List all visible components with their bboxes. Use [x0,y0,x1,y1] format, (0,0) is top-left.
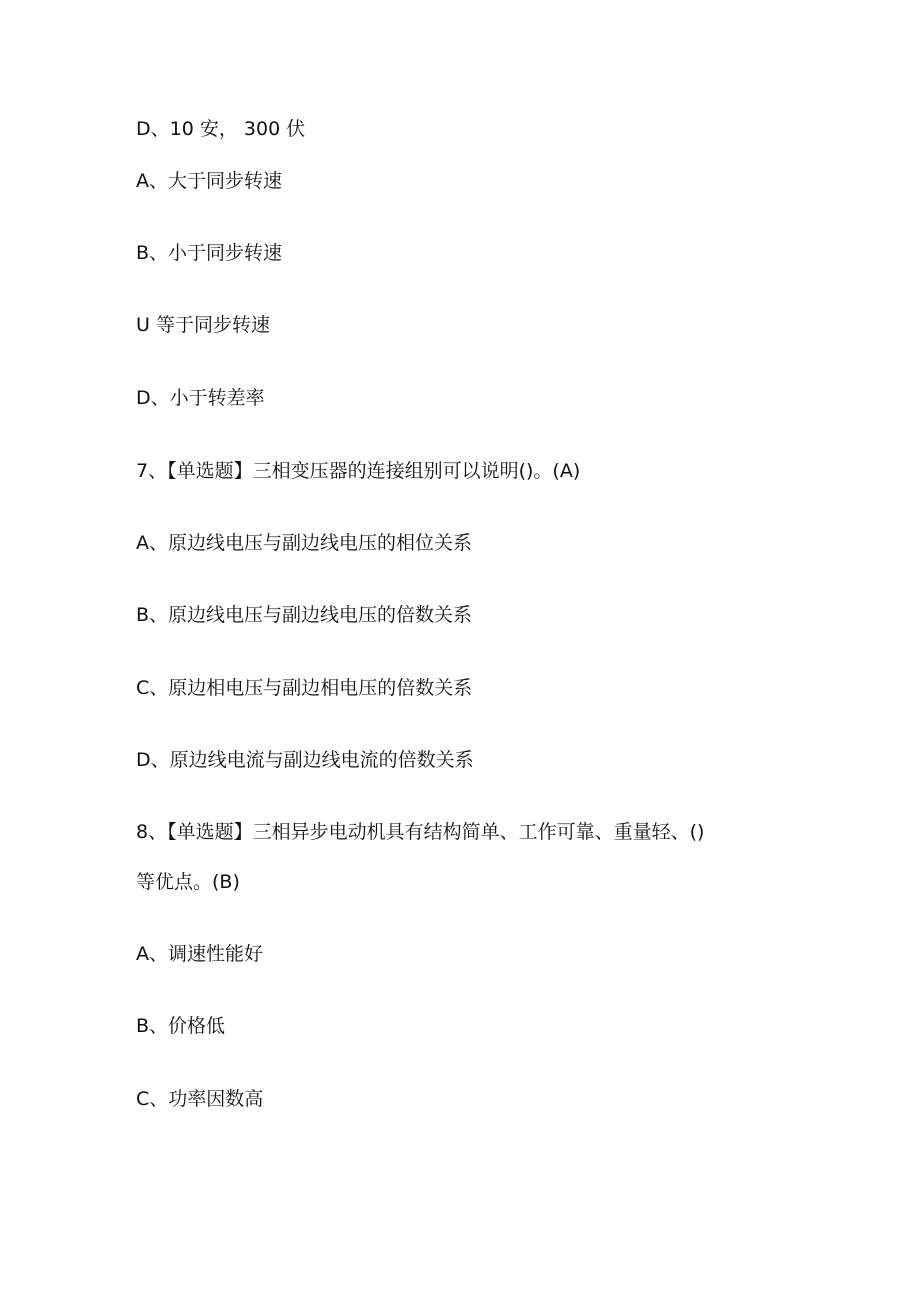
option-c-q7: C、原边相电压与副边相电压的倍数关系 [136,677,473,699]
question-8-line-1: 8、【单选题】三相异步电动机具有结构简单、工作可靠、重量轻、() [136,821,705,843]
option-b-q6: B、小于同步转速 [136,242,283,264]
question-7: 7、【单选题】三相变压器的连接组别可以说明()。(A) [136,460,581,482]
option-c-q8: C、功率因数高 [136,1088,264,1110]
option-d-q6: D、小于转差率 [136,387,265,409]
option-b-q8: B、价格低 [136,1015,226,1037]
option-a-q7: A、原边线电压与副边线电压的相位关系 [136,532,472,554]
option-d-q6-previous: D、10 安， 300 伏 [136,118,306,140]
question-8-line-2: 等优点。(B) [136,871,240,893]
option-c-q6: U 等于同步转速 [136,314,270,336]
option-a-q6: A、大于同步转速 [136,170,282,192]
option-b-q7: B、原边线电压与副边线电压的倍数关系 [136,604,473,626]
option-d-q7: D、原边线电流与副边线电流的倍数关系 [136,749,474,771]
option-a-q8: A、调速性能好 [136,943,263,965]
